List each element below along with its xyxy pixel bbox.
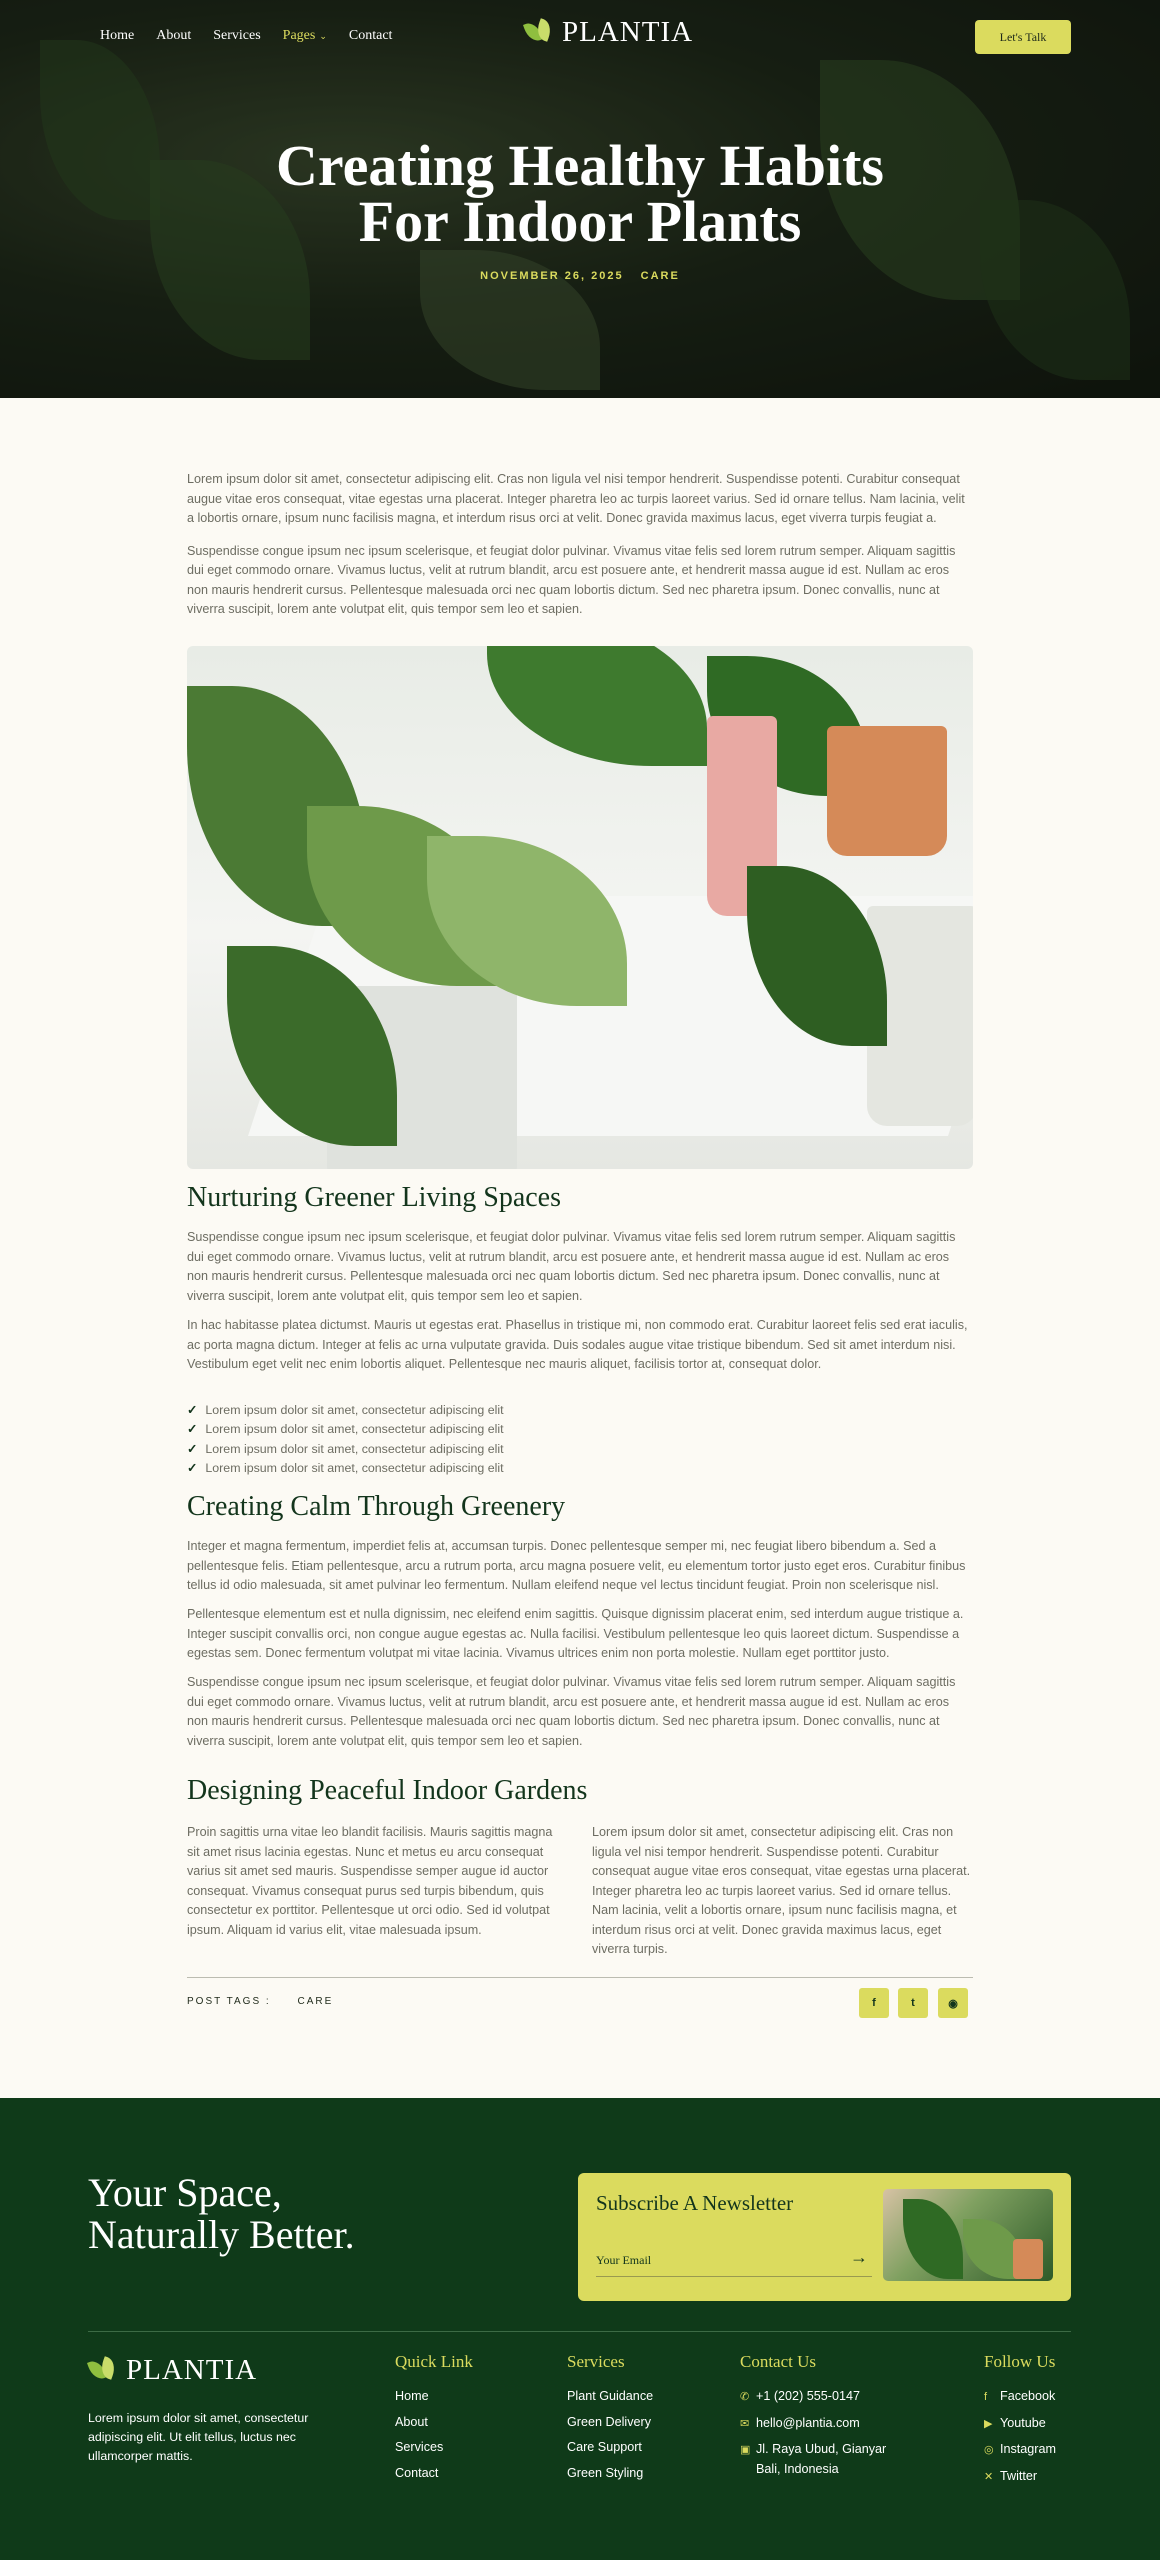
newsletter-box — [578, 2173, 1071, 2301]
follow-title: Follow Us — [984, 2352, 1056, 2371]
tagline-line-1: Your Space, — [88, 2170, 282, 2215]
tag-care[interactable]: CARE — [297, 1996, 334, 2007]
social-label: Instagram — [1000, 2442, 1056, 2456]
service-link[interactable]: Care Support — [567, 2440, 642, 2454]
quick-link-column — [395, 2352, 473, 2486]
section-2-paragraph-1: Integer et magna fermentum, imperdiet felis at, accumsan turpis. Donec pellentesque semper mi, nec feugiat libero bibendum a. Sed a pellentesque felis. Etiam pellentesque, arcu a rutrum porta, arcu magna posuere velit, eu elementum tortor justo eget eros. Curabitur finibus tellus id odio malesuada, sit amet pulvinar leo fermentum. Nullam eleifend neque vel lectus tincidunt feugiat. Proin non scelerisque nisl. — [187, 1539, 966, 1592]
lets-talk-button[interactable]: Let's Talk — [975, 20, 1071, 54]
hero-section — [0, 0, 1160, 398]
section-1-paragraph-1: Suspendisse congue ipsum nec ipsum scelerisque, et feugiat dolor pulvinar. Vivamus vitae felis sed lorem rutrum semper. Aliquam sagittis dui eget commodo ornare. Vivamus luctus, velit at rutrum blandit, arcu est posuere ante, et hendrerit massa augue id est. Nullam ac eros non mauris hendrerit cursus. Pellentesque malesuada orci nec quam lobortis dictum. Sed nec pharetra ipsum. Donec convallis, nunc at viverra suscipit, lorem ante volutpat elit, quis tempor sem leo et sapien. — [187, 1230, 956, 1303]
article-image — [187, 646, 973, 1169]
list-item — [187, 1459, 504, 1478]
quick-link-title: Quick Link — [395, 2352, 473, 2371]
check-icon: ✓ — [187, 1460, 198, 1475]
list-item — [187, 1420, 504, 1439]
whatsapp-icon[interactable]: ◉ — [938, 1988, 968, 2018]
check-icon: ✓ — [187, 1441, 198, 1456]
section-1-paragraph-2: In hac habitasse platea dictumst. Mauris ut egestas erat. Phasellus in tristique mi, non commodo erat. Curabitur laoreet felis sed erat iaculis, ac porta magna dictum. Integer at felis ac urna vulputate gravida. Duis sodales augue vitae tristique bibendum. Sed sit amet interdum nisi. Vestibulum eget velit nec enim lobortis aliquet. Pellentesque nec mauris aliquet, facilisis tortor at, consequat dolor. — [187, 1318, 968, 1371]
post-meta — [0, 270, 1160, 282]
check-icon: ✓ — [187, 1403, 198, 1417]
footer-divider — [88, 2331, 1071, 2332]
column-1-text: Proin sagittis urna vitae leo blandit facilisis. Mauris sagittis magna sit amet risus lacinia egestas. Nunc et metus eu arcu consequat varius sit amet sed mauris. Suspendisse semper augue id auctor consequat. Vivamus consequat purus sed turpis bibendum, quis consectetur ex porttitor. Pellentesque ut orci odio. Sed id volutpat ipsum. Aliquam id varius elit, vitae malesuada ipsum. — [187, 1825, 553, 1937]
service-link[interactable]: Plant Guidance — [567, 2389, 654, 2403]
service-link[interactable]: Green Styling — [567, 2465, 644, 2480]
post-category[interactable]: CARE — [640, 270, 680, 282]
image-leaf — [903, 2199, 963, 2279]
image-pot — [1013, 2239, 1043, 2279]
check-icon: ✓ — [187, 1422, 198, 1437]
facebook-icon[interactable]: f — [859, 1988, 889, 2018]
post-date: NOVEMBER 26, 2025 — [480, 270, 624, 282]
list-item — [187, 1401, 504, 1420]
contact-email[interactable] — [740, 2411, 886, 2438]
instagram-icon: ◎ — [984, 2444, 994, 2456]
services-title: Services — [567, 2352, 625, 2371]
column-2-text: Lorem ipsum dolor sit amet, consectetur adipiscing elit. Cras non ligula vel nisi tempor hendrerit. Suspendisse potenti. Curabitur consequat augue vitae eros consequat, vitae egestas urna placerat. Integer pharetra leo ac turpis laoreet varius. Sed id ornare tellus. Nam lacinia, velit a lobortis ornare, ipsum nunc facilisis magna, et interdum risus orci at velit. Donec gravida maximus lacus, eget viverra turpis. — [592, 1825, 971, 1956]
intro-paragraph-2: Suspendisse congue ipsum nec ipsum scelerisque, et feugiat dolor pulvinar. Vivamus vitae felis sed lorem rutrum semper. Aliquam sagittis dui eget commodo ornare. Vivamus luctus, velit at rutrum blandit, arcu est posuere ante, et hendrerit massa augue id est. Nullam ac eros non mauris hendrerit cursus. Pellentesque malesuada orci nec quam lobortis dictum. Sed nec pharetra ipsum. Donec convallis, nunc at viverra suscipit, lorem ante volutpat elit, quis tempor sem leo et sapien. — [187, 543, 956, 616]
follow-column — [984, 2352, 1056, 2490]
footer-logo[interactable] — [88, 2354, 257, 2387]
address-line-1: Jl. Raya Ubud, Gianyar — [756, 2442, 887, 2456]
email-field[interactable]: Your Email — [596, 2253, 652, 2267]
title-line-1: Creating Healthy Habits — [276, 133, 884, 198]
title-line-2: For Indoor Plants — [358, 189, 802, 254]
list-item-text: Lorem ipsum dolor sit amet, consectetur adipiscing elit — [205, 1441, 504, 1456]
social-facebook[interactable] — [984, 2384, 1056, 2411]
nav-pages[interactable] — [283, 28, 327, 44]
image-leaf — [487, 646, 707, 766]
social-instagram[interactable] — [984, 2437, 1056, 2464]
plant-pot — [827, 726, 947, 856]
nav-pages-label: Pages — [282, 28, 316, 43]
section-heading-2: Creating Calm Through Greenery — [187, 1491, 566, 1522]
footer-link-contact[interactable]: Contact — [395, 2465, 439, 2480]
social-twitter[interactable] — [984, 2464, 1056, 2491]
facebook-icon: f — [984, 2391, 988, 2403]
phone-text: +1 (202) 555-0147 — [756, 2389, 860, 2403]
service-link[interactable]: Green Delivery — [567, 2414, 651, 2429]
nav-home[interactable]: Home — [100, 28, 135, 43]
social-youtube[interactable] — [984, 2411, 1056, 2438]
contact-title: Contact Us — [740, 2352, 817, 2371]
leaf-logo-icon — [524, 18, 554, 48]
footer-link-services[interactable]: Services — [395, 2440, 444, 2454]
footer-link-home[interactable]: Home — [395, 2389, 429, 2403]
list-item-text: Lorem ipsum dolor sit amet, consectetur adipiscing elit — [205, 1422, 504, 1437]
mail-icon: ✉ — [740, 2417, 750, 2430]
youtube-icon: ▶ — [984, 2417, 993, 2430]
main-nav — [100, 28, 392, 44]
nav-about[interactable]: About — [156, 28, 192, 43]
footer-tagline — [88, 2172, 355, 2256]
tagline-line-2: Naturally Better. — [88, 2212, 355, 2257]
email-text: hello@plantia.com — [756, 2415, 860, 2430]
list-item-text: Lorem ipsum dolor sit amet, consectetur adipiscing elit — [205, 1460, 504, 1475]
article-intro — [187, 470, 973, 633]
nav-services[interactable]: Services — [213, 28, 261, 43]
checklist — [187, 1401, 504, 1478]
email-field-underline — [596, 2276, 872, 2277]
logo-text: PLANTIA — [562, 16, 694, 48]
post-tags — [187, 1996, 333, 2007]
list-item — [187, 1440, 504, 1459]
twitter-icon[interactable]: t — [898, 1988, 928, 2018]
section-2-paragraph-2: Pellentesque elementum est et nulla dignissim, nec eleifend enim sagittis. Quisque dignissim placerat enim, sed interdum augue tristique a. Integer suscipit convallis orci, non congue augue egestas ac. Nulla facilisi. Vestibulum pellentesque leo quis laoreet dictum. Suspendisse a egestas sem. Donec fermentum volutpat mi vitae lacinia. Vivamus ultrices enim non porta molestie. Nullam eget porttitor justo. — [187, 1607, 964, 1660]
social-label: Facebook — [1000, 2389, 1056, 2403]
newsletter-title: Subscribe A Newsletter — [596, 2191, 794, 2215]
section-2-paragraph-3: Suspendisse congue ipsum nec ipsum scelerisque, et feugiat dolor pulvinar. Vivamus vitae felis sed lorem rutrum semper. Aliquam sagittis dui eget commodo ornare. Vivamus luctus, velit at rutrum blandit, arcu est posuere ante, et hendrerit massa augue id est. Nullam ac eros non mauris hendrerit cursus. Pellentesque malesuada orci nec quam lobortis dictum. Sed nec pharetra ipsum. Donec convallis, nunc at viverra suscipit, lorem ante volutpat elit, quis tempor sem leo et sapien. — [187, 1675, 956, 1748]
footer-logo-text: PLANTIA — [126, 2354, 258, 2386]
footer-about: Lorem ipsum dolor sit amet, consectetur adipiscing elit. Ut elit tellus, luctus nec ullamcorper mattis. — [88, 2411, 309, 2463]
site-logo[interactable] — [524, 16, 693, 49]
location-icon: ▣ — [740, 2444, 751, 2456]
page-title — [0, 133, 1160, 254]
divider — [187, 1977, 973, 1978]
phone-icon: ✆ — [740, 2391, 750, 2403]
newsletter-image — [883, 2189, 1053, 2281]
x-icon: ✕ — [984, 2470, 994, 2483]
leaf-logo-icon — [88, 2356, 118, 2386]
nav-contact[interactable]: Contact — [348, 28, 393, 43]
footer — [0, 2098, 1160, 2560]
two-column-text — [187, 1823, 973, 1960]
social-label: Twitter — [1000, 2468, 1038, 2483]
contact-address — [740, 2437, 886, 2479]
section-heading-3: Designing Peaceful Indoor Gardens — [187, 1775, 588, 1806]
contact-column — [740, 2352, 886, 2479]
social-label: Youtube — [1000, 2415, 1046, 2430]
services-column — [567, 2352, 653, 2486]
chevron-down-icon: ⌄ — [319, 31, 327, 41]
post-tags-label: POST TAGS : — [187, 1996, 271, 2007]
list-item-text: Lorem ipsum dolor sit amet, consectetur adipiscing elit — [205, 1403, 504, 1417]
address-line-2: Bali, Indonesia — [756, 2462, 839, 2476]
footer-link-about[interactable]: About — [395, 2414, 428, 2429]
arrow-right-icon[interactable]: → — [850, 2247, 868, 2267]
intro-paragraph-1: Lorem ipsum dolor sit amet, consectetur adipiscing elit. Cras non ligula vel nisi tempor hendrerit. Suspendisse potenti. Curabitur consequat augue vitae eros consequat, vitae egestas urna placerat. Integer pharetra leo ac turpis laoreet varius. Sed id ornare tellus. Nam lacinia, velit a lobortis ornare, ipsum nunc facilisis magna, et interdum risus orci at velit. Donec gravida maximus lacus, eget viverra turpis feugiat a. — [187, 472, 965, 525]
section-heading-1: Nurturing Greener Living Spaces — [187, 1182, 561, 1213]
contact-phone[interactable] — [740, 2384, 886, 2411]
